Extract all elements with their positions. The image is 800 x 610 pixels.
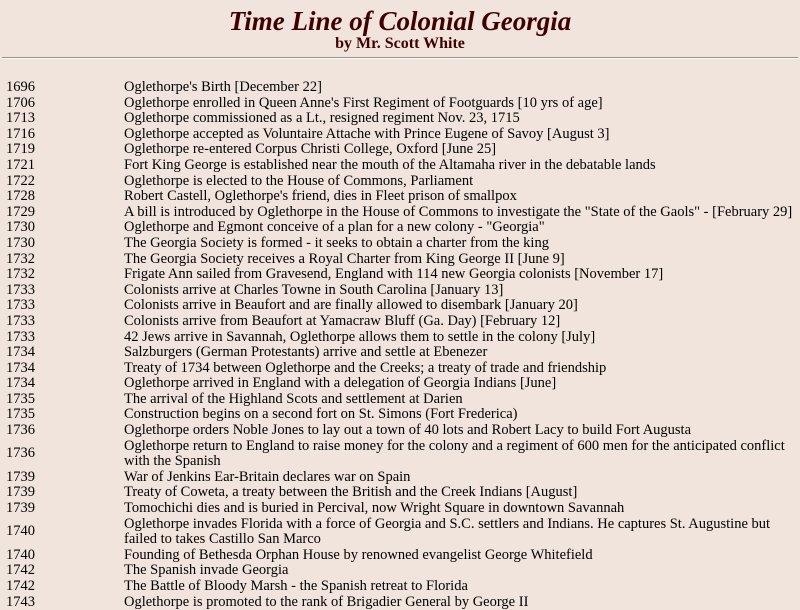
event-year: 1732 — [6, 250, 35, 267]
timeline-row — [6, 205, 796, 221]
event-description: Robert Castell, Oglethorpe's friend, dies in Fleet prison of smallpox — [124, 188, 517, 205]
horizontal-divider — [2, 57, 798, 59]
timeline-row — [6, 283, 796, 299]
event-description: Oglethorpe orders Noble Jones to lay out a town of 40 lots and Robert Lacy to build Fort Augusta — [124, 422, 692, 439]
timeline-row — [6, 579, 796, 595]
timeline-row — [6, 563, 796, 579]
event-year: 1713 — [6, 110, 35, 127]
timeline-row — [6, 127, 796, 143]
event-year: 1730 — [6, 219, 35, 236]
event-description: Oglethorpe invades Florida with a force of Georgia and S.C. settlers and Indians. He captures St. Augustine but failed to takes Castillo San Marco — [124, 515, 771, 548]
event-description: Treaty of Coweta, a treaty between the British and the Creek Indians [August] — [124, 484, 578, 501]
event-year: 1735 — [6, 390, 35, 407]
event-year: 1721 — [6, 156, 35, 173]
timeline-row — [6, 298, 796, 314]
timeline-row — [6, 220, 796, 236]
event-description: War of Jenkins Ear-Britain declares war on Spain — [124, 468, 411, 485]
event-year: 1736 — [6, 445, 35, 462]
page-title: Time Line of Colonial Georgia — [228, 6, 572, 36]
timeline-table — [6, 80, 796, 610]
event-year: 1733 — [6, 281, 35, 298]
timeline-row — [6, 376, 796, 392]
timeline-row — [6, 517, 796, 548]
event-year: 1734 — [6, 359, 35, 376]
event-year: 1733 — [6, 312, 35, 329]
event-year: 1719 — [6, 141, 35, 158]
event-year: 1733 — [6, 328, 35, 345]
event-description: Colonists arrive in Beaufort and are finally allowed to disembark [January 20] — [124, 297, 578, 314]
event-description: Oglethorpe is promoted to the rank of Brigadier General by George II — [124, 593, 529, 610]
timeline-body — [6, 80, 796, 610]
event-year: 1739 — [6, 468, 35, 485]
author-byline: by Mr. Scott White — [335, 35, 465, 52]
event-description: Oglethorpe's Birth [December 22] — [124, 79, 322, 95]
event-description: Construction begins on a second fort on St. Simons (Fort Frederica) — [124, 406, 518, 423]
event-description: The Spanish invade Georgia — [124, 562, 289, 579]
timeline-row — [6, 548, 796, 564]
event-description: Colonists arrive at Charles Towne in South Carolina [January 13] — [124, 281, 504, 298]
event-year: 1742 — [6, 578, 35, 594]
event-description: Oglethorpe accepted as Voluntaire Attache with Prince Eugene of Savoy [August 3] — [124, 125, 610, 142]
timeline-row — [6, 485, 796, 501]
page-header — [0, 0, 800, 52]
timeline-row — [6, 345, 796, 361]
event-description: 42 Jews arrive in Savannah, Oglethorpe allows them to settle in the colony [July] — [124, 328, 596, 345]
event-year: 1730 — [6, 234, 35, 251]
event-year: 1716 — [6, 125, 35, 142]
timeline-row — [6, 80, 796, 96]
event-year: 1740 — [6, 523, 35, 540]
event-year: 1734 — [6, 344, 35, 361]
event-year: 1736 — [6, 422, 35, 439]
event-year: 1733 — [6, 297, 35, 314]
event-description: Salzburgers (German Protestants) arrive and settle at Ebenezer — [124, 344, 488, 361]
event-year: 1734 — [6, 375, 35, 392]
event-year: 1740 — [6, 546, 35, 563]
event-description: Founding of Bethesda Orphan House by renowned evangelist George Whitefield — [124, 546, 593, 563]
timeline-row — [6, 361, 796, 377]
event-year: 1739 — [6, 484, 35, 501]
event-description: Treaty of 1734 between Oglethorpe and the Creeks; a treaty of trade and friendship — [124, 359, 607, 376]
timeline-row — [6, 470, 796, 486]
timeline-row — [6, 189, 796, 205]
event-description: Oglethorpe enrolled in Queen Anne's First Regiment of Footguards [10 yrs of age] — [124, 94, 603, 111]
event-year: 1722 — [6, 172, 35, 189]
timeline-row — [6, 267, 796, 283]
timeline-row — [6, 96, 796, 112]
event-description: The arrival of the Highland Scots and settlement at Darien — [124, 390, 463, 407]
timeline-row — [6, 501, 796, 517]
event-year: 1739 — [6, 500, 35, 517]
event-description: Colonists arrive from Beaufort at Yamacraw Bluff (Ga. Day) [February 12] — [124, 312, 561, 329]
timeline-row — [6, 330, 796, 346]
timeline-row — [6, 236, 796, 252]
event-year: 1706 — [6, 94, 35, 111]
timeline-row — [6, 392, 796, 408]
timeline-row — [6, 142, 796, 158]
event-description: Oglethorpe commissioned as a Lt., resigned regiment Nov. 23, 1715 — [124, 110, 520, 127]
timeline-row — [6, 174, 796, 190]
event-year: 1735 — [6, 406, 35, 423]
event-description: The Battle of Bloody Marsh - the Spanish retreat to Florida — [124, 578, 468, 594]
timeline-row — [6, 158, 796, 174]
event-description: Oglethorpe re-entered Corpus Christi College, Oxford [June 25] — [124, 141, 497, 158]
event-description: Oglethorpe arrived in England with a delegation of Georgia Indians [June] — [124, 375, 557, 392]
event-description: Oglethorpe return to England to raise money for the colony and a regiment of 600 men for the anticipated conflict with the Spanish — [124, 437, 785, 470]
event-year: 1729 — [6, 203, 35, 220]
event-description: Fort King George is established near the mouth of the Altamaha river in the debatable lands — [124, 156, 656, 173]
event-year: 1696 — [6, 79, 35, 95]
event-year: 1742 — [6, 562, 35, 579]
event-description: Oglethorpe and Egmont conceive of a plan for a new colony - "Georgia" — [124, 219, 545, 236]
event-description: Oglethorpe is elected to the House of Commons, Parliament — [124, 172, 474, 189]
event-year: 1743 — [6, 593, 35, 610]
event-description: The Georgia Society receives a Royal Charter from King George II [June 9] — [124, 250, 565, 267]
event-description: Frigate Ann sailed from Gravesend, England with 114 new Georgia colonists [November 17] — [124, 266, 664, 283]
event-year: 1732 — [6, 266, 35, 283]
event-description: Tomochichi dies and is buried in Percival, now Wright Square in downtown Savannah — [124, 500, 625, 517]
timeline-row — [6, 595, 796, 610]
timeline-row — [6, 252, 796, 268]
timeline-row — [6, 111, 796, 127]
timeline-row — [6, 314, 796, 330]
timeline-row — [6, 407, 796, 423]
event-description: The Georgia Society is formed - it seeks to obtain a charter from the king — [124, 234, 549, 251]
timeline-row — [6, 439, 796, 470]
event-description: A bill is introduced by Oglethorpe in the House of Commons to investigate the "State of the Gaols" - [February 29] — [124, 203, 793, 220]
timeline-row — [6, 423, 796, 439]
event-year: 1728 — [6, 188, 35, 205]
